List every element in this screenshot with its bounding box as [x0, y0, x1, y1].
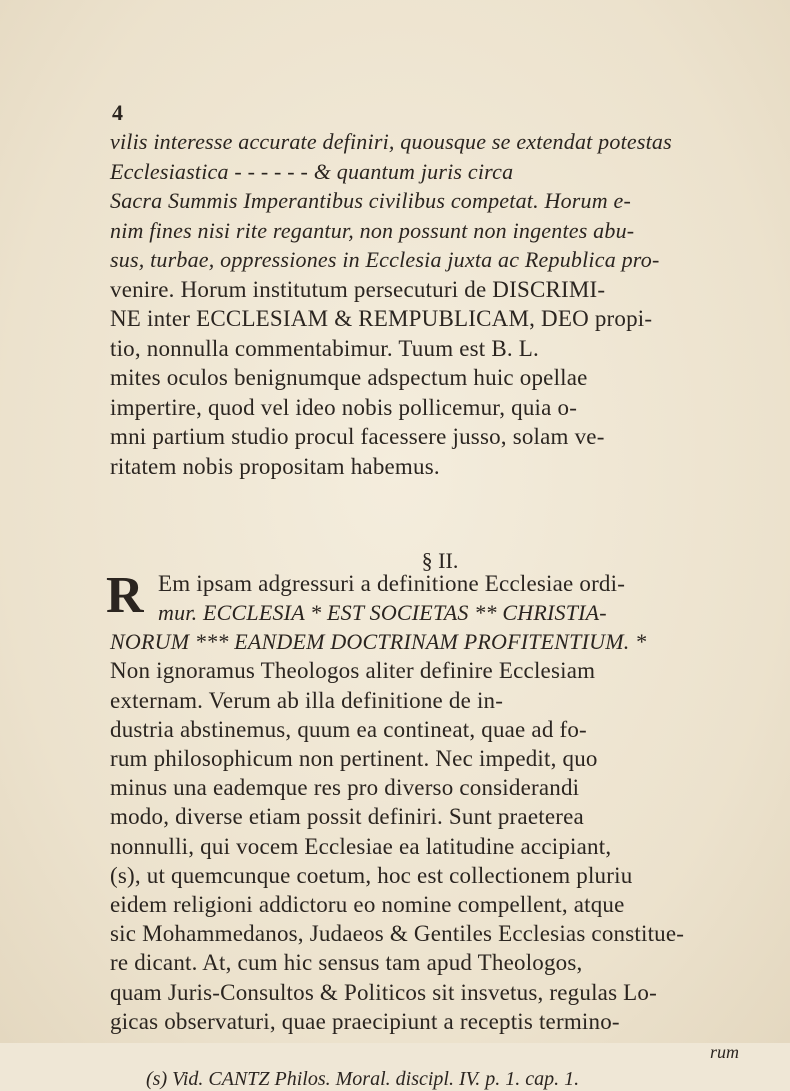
paragraph-one-line: Sacra Summis Imperantibus civilibus competat. Horum e- [110, 188, 632, 213]
paragraph-one-line: mni partium studio procul facessere jusso, solam ve- [110, 424, 605, 449]
paragraph-one-line: venire. Horum institutum persecuturi de DISCRIMI- [110, 276, 606, 302]
paragraph-two-line: sic Mohammedanos, Judaeos & Gentiles Ecclesias constitue- [110, 921, 685, 947]
paragraph-one-line: nim fines nisi rite regantur, non possunt non ingentes abu- [110, 217, 635, 243]
paragraph-two-line: Non ignoramus Theologos aliter definire Ecclesiam [110, 658, 596, 684]
drop-cap: R [106, 567, 144, 624]
paragraph-one-line: ritatem nobis propositam habemus. [110, 453, 440, 479]
paragraph-two-line: externam. Verum ab illa definitione de in- [110, 687, 504, 713]
paragraph-two-line: mur. ECCLESIA * EST SOCIETAS ** CHRISTIA- [158, 600, 607, 625]
paragraph-two-first-line: Em ipsam adgressuri a definitione Ecclesiae ordi- [158, 571, 626, 596]
paragraph-two-line: nonnulli, qui vocem Ecclesiae ea latitudine accipiant, [110, 833, 612, 859]
paragraph-two-line: re dicant. At, cum hic sensus tam apud Theologos, [110, 950, 583, 976]
paragraph-two-line: gicas observaturi, quae praecipiunt a receptis termino- [110, 1008, 620, 1034]
paragraph-two-line: NORUM *** EANDEM DOCTRINAM PROFITENTIUM. * [110, 629, 647, 655]
paragraph-one-line: impertire, quod vel ideo nobis pollicemur, quia o- [110, 394, 578, 420]
paragraph-two-line: modo, diverse etiam possit definiri. Sunt praeterea [110, 804, 584, 830]
paragraph-one-line: tio, nonnulla commentabimur. Tuum est B. L. [110, 335, 539, 361]
paragraph-one-line: vilis interesse accurate definiri, quousque se extendat potestas [110, 129, 672, 154]
page-number: 4 [112, 100, 123, 125]
footnote: (s) Vid. CANTZ Philos. Moral. discipl. IV. p. 1. cap. 1. [146, 1068, 580, 1090]
paragraph-one-line: NE inter ECCLESIAM & REMPUBLICAM, DEO propi- [110, 306, 653, 331]
paragraph-two-line: rum philosophicum non pertinent. Nec impedit, quo [110, 746, 598, 771]
section-heading: § II. [421, 548, 459, 573]
paragraph-one-line: mites oculos benignumque adspectum huic opellae [110, 365, 588, 390]
catchword: rum [710, 1042, 740, 1062]
paragraph-two-line: eidem religioni addictoru eo nomine compellent, atque [110, 892, 625, 917]
paragraph-two-line: (s), ut quemcunque coetum, hoc est collectionem pluriu [110, 862, 633, 888]
paragraph-two-line: dustria abstinemus, quum ea contineat, quae ad fo- [110, 716, 587, 742]
paragraph-one-line: sus, turbae, oppressiones in Ecclesia juxta ac Republica pro- [110, 247, 660, 272]
paragraph-two-line: minus una eademque res pro diverso considerandi [110, 775, 580, 801]
paragraph-two-line: quam Juris-Consultos & Politicos sit insvetus, regulas Lo- [110, 979, 657, 1005]
paragraph-one-line: Ecclesiastica - - - - - - & quantum juris circa [110, 158, 514, 184]
